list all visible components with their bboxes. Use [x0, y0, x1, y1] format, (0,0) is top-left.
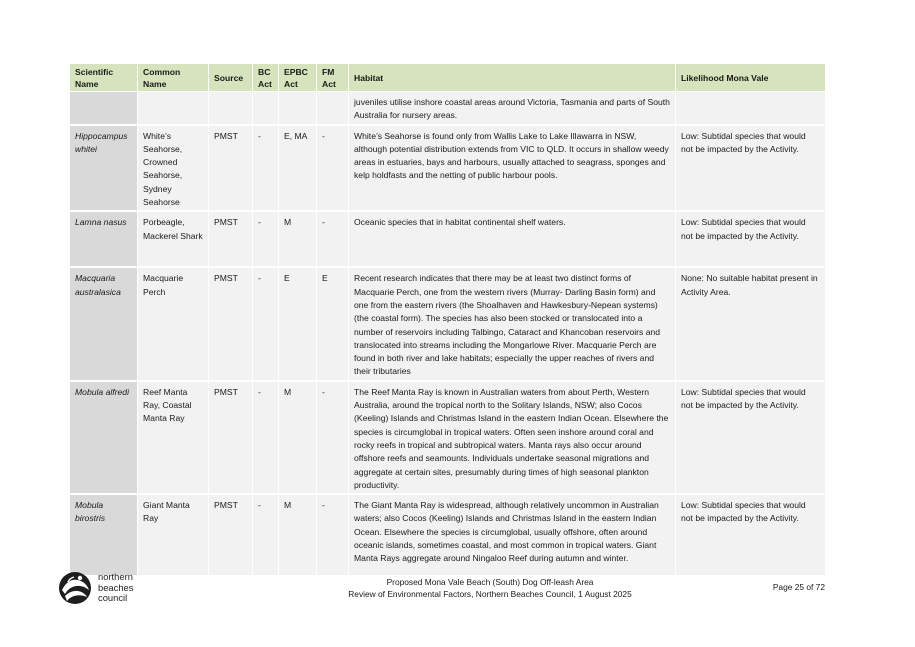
cell-epbc: M: [279, 380, 317, 493]
cell-habitat: The Giant Manta Ray is widespread, although relatively uncommon in Australian waters; also Cocos (Keeling) Islands and Christmas Island in the eastern Indian Ocean. Elsewhere the species is circumglobal, usually offshore, often around oceanic islands, sometimes coastal, and most common in tropical waters. Giant Manta Rays aggregate around Ningaloo Reef during autumn and winter.: [349, 493, 676, 575]
cell-scientific: Mobula birostris: [70, 493, 138, 575]
cell-source: PMST: [209, 493, 253, 575]
cell-fm: -: [317, 124, 349, 211]
cell-fm: [317, 91, 349, 124]
header-likelihood: Likelihood Mona Vale: [676, 64, 826, 91]
header-row: [70, 64, 826, 91]
table-row: [70, 124, 826, 211]
cell-epbc: M: [279, 210, 317, 266]
cell-scientific: Hippocampus whitei: [70, 124, 138, 211]
cell-habitat: Oceanic species that in habitat continental shelf waters.: [349, 210, 676, 266]
cell-bc: -: [253, 210, 279, 266]
cell-fm: -: [317, 380, 349, 493]
cell-likelihood: Low: Subtidal species that would not be impacted by the Activity.: [676, 124, 826, 211]
table-row: [70, 266, 826, 379]
cell-source: [209, 91, 253, 124]
cell-habitat: The Reef Manta Ray is known in Australian waters from about Perth, Western Australia, around the tropical north to the Solitary Islands, NSW; also Cocos (Keeling) Islands and Christmas Island in the eastern Indian Ocean. Elsewhere the species is circumglobal in tropical waters. Often seen inshore around coral and rocky reefs in tropical and subtropical waters. Manta rays also occur around offshore reefs and seamounts. Individuals undertake seasonal migrations and aggregate at certain sites, presumably during times of high seasonal plankton productivity.: [349, 380, 676, 493]
page-number: Page 25 of 72: [772, 582, 825, 592]
cell-source: PMST: [209, 210, 253, 266]
cell-likelihood: Low: Subtidal species that would not be impacted by the Activity.: [676, 380, 826, 493]
header-scientific-name: Scientific Name: [70, 64, 138, 91]
cell-scientific: Mobula alfredi: [70, 380, 138, 493]
cell-common: Macquarie Perch: [138, 266, 209, 379]
header-epbc-act: EPBC Act: [279, 64, 317, 91]
header-source: Source: [209, 64, 253, 91]
cell-bc: -: [253, 493, 279, 575]
cell-bc: -: [253, 124, 279, 211]
cell-scientific: Macquaria australasica: [70, 266, 138, 379]
cell-habitat: Recent research indicates that there may be at least two distinct forms of Macquarie Perch, one from the western rivers (Murray- Darling Basin form) and one from the eastern rivers (the Shoalhaven and Hawkesbury-Nepean systems) (the coastal form). The species has also been stocked or translocated into a number of reservoirs including Talbingo, Cataract and Khancoban reservoirs and translocated into streams including the Mongarlowe River. Macquarie Perch are found in both river and lake habitats; especially the upper reaches of rivers and their tributaries: [349, 266, 676, 379]
council-logo-text: northern beaches council: [98, 571, 134, 603]
cell-likelihood: [676, 91, 826, 124]
cell-source: PMST: [209, 380, 253, 493]
table-row: [70, 210, 826, 266]
cell-bc: -: [253, 380, 279, 493]
cell-source: PMST: [209, 266, 253, 379]
header-common-name: Common Name: [138, 64, 209, 91]
cell-bc: [253, 91, 279, 124]
footer-title-line2: Review of Environmental Factors, Northern Beaches Council, 1 August 2025: [348, 589, 632, 599]
council-logo: [56, 570, 176, 606]
council-emblem-icon: [56, 570, 96, 606]
cell-likelihood: None: No suitable habitat present in Activity Area.: [676, 266, 826, 379]
species-table: [70, 64, 826, 575]
table-row: [70, 380, 826, 493]
cell-epbc: E, MA: [279, 124, 317, 211]
cell-fm: -: [317, 210, 349, 266]
cell-likelihood: Low: Subtidal species that would not be impacted by the Activity.: [676, 493, 826, 575]
cell-fm: -: [317, 493, 349, 575]
cell-common: Reef Manta Ray, Coastal Manta Ray: [138, 380, 209, 493]
cell-source: PMST: [209, 124, 253, 211]
cell-scientific: [70, 91, 138, 124]
cell-likelihood: Low: Subtidal species that would not be impacted by the Activity.: [676, 210, 826, 266]
cell-common: Giant Manta Ray: [138, 493, 209, 575]
cell-scientific: Lamna nasus: [70, 210, 138, 266]
cell-habitat: White’s Seahorse is found only from Wallis Lake to Lake Illawarra in NSW, although potential distribution extends from VIC to QLD. It occurs in shallow weedy areas in estuaries, bays and harbours, usually attached to seagrass, sponges and kelp holdfasts and the netting of public harbour pools.: [349, 124, 676, 211]
footer-title-line1: Proposed Mona Vale Beach (South) Dog Off-leash Area: [386, 577, 594, 587]
table-row: [70, 91, 826, 124]
table-row: [70, 493, 826, 575]
cell-common: Porbeagle, Mackerel Shark: [138, 210, 209, 266]
cell-epbc: E: [279, 266, 317, 379]
cell-common: White’s Seahorse, Crowned Seahorse, Sydney Seahorse: [138, 124, 209, 211]
cell-common: [138, 91, 209, 124]
cell-epbc: M: [279, 493, 317, 575]
cell-bc: -: [253, 266, 279, 379]
header-fm-act: FM Act: [317, 64, 349, 91]
header-habitat: Habitat: [349, 64, 676, 91]
cell-fm: E: [317, 266, 349, 379]
header-bc-act: BC Act: [253, 64, 279, 91]
cell-habitat: juveniles utilise inshore coastal areas around Victoria, Tasmania and parts of South Australia for nursery areas.: [349, 91, 676, 124]
footer-document-title: [300, 576, 680, 600]
cell-epbc: [279, 91, 317, 124]
